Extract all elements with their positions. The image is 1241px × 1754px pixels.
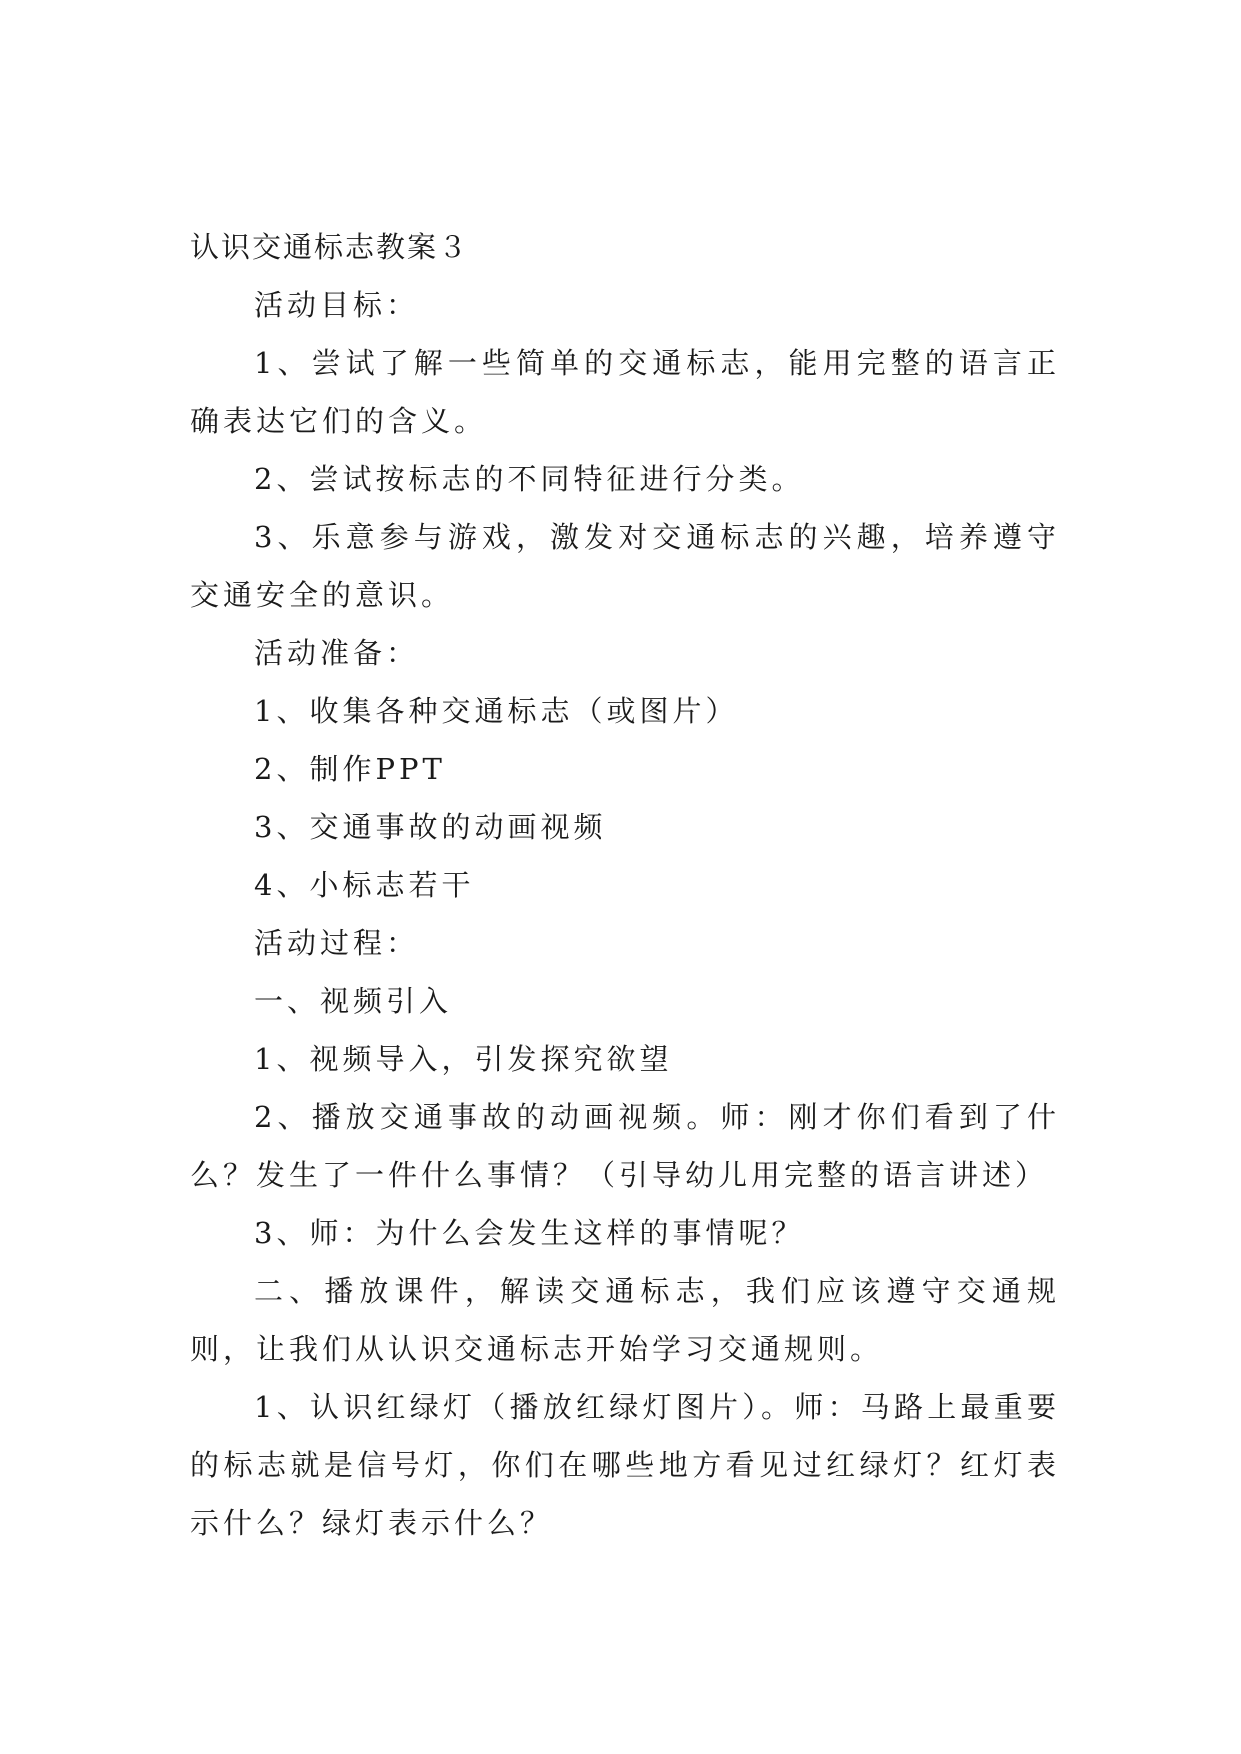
paragraph-heading-objectives: 活动目标： <box>254 288 420 322</box>
paragraph: 3、交通事故的动画视频 <box>254 810 607 844</box>
paragraph-heading-preparation: 活动准备： <box>254 636 420 670</box>
document-title: 认识交通标志教案３ <box>190 230 470 264</box>
paragraph: 一、视频引入 <box>254 984 453 1018</box>
paragraph: 1、尝试了解一些简单的交通标志，能用完整的语言正确表达它们的含义。 <box>190 346 1060 438</box>
paragraph: 2、播放交通事故的动画视频。师：刚才你们看到了什么？发生了一件什么事情？（引导幼儿用完整的语言讲述） <box>190 1100 1060 1192</box>
document-body <box>190 218 1060 1552</box>
paragraph: 1、认识红绿灯（播放红绿灯图片）。师：马路上最重要的标志就是信号灯，你们在哪些地方看见过红绿灯？红灯表示什么？绿灯表示什么？ <box>190 1390 1060 1540</box>
paragraph-heading-process: 活动过程： <box>254 926 420 960</box>
paragraph: 3、乐意参与游戏，激发对交通标志的兴趣，培养遵守交通安全的意识。 <box>190 520 1060 612</box>
paragraph: 2、制作PPT <box>254 752 446 786</box>
paragraph: 二、播放课件，解读交通标志，我们应该遵守交通规则，让我们从认识交通标志开始学习交通规则。 <box>190 1274 1060 1366</box>
paragraph: 1、收集各种交通标志（或图片） <box>254 694 739 728</box>
paragraph: 3、师：为什么会发生这样的事情呢？ <box>254 1216 805 1250</box>
paragraph: 4、小标志若干 <box>254 868 475 902</box>
paragraph: 2、尝试按标志的不同特征进行分类。 <box>254 462 805 496</box>
paragraph: 1、视频导入，引发探究欲望 <box>254 1042 673 1076</box>
